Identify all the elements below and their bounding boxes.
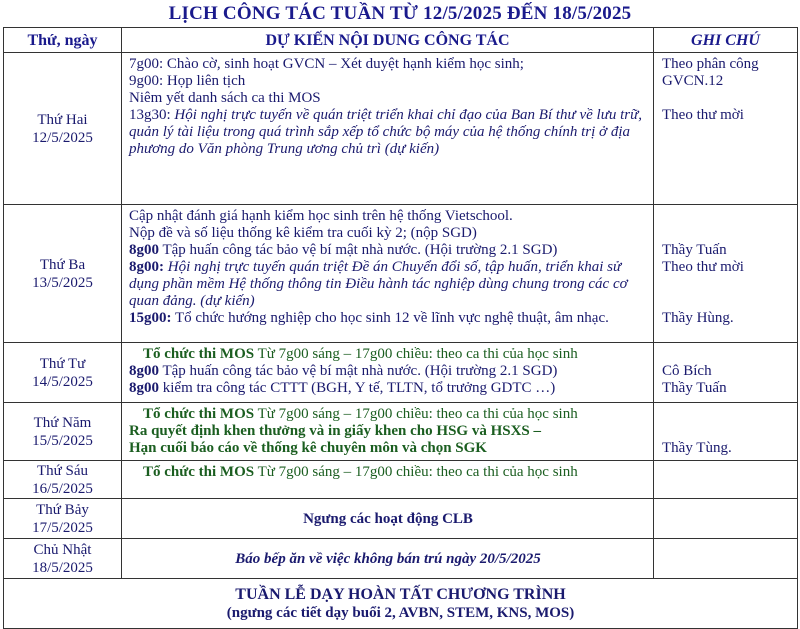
day-date: 15/5/2025 bbox=[32, 432, 93, 449]
day-cell bbox=[4, 461, 122, 499]
notes-cell bbox=[654, 53, 798, 205]
table-row-friday bbox=[4, 461, 798, 499]
content-cell bbox=[122, 343, 654, 403]
table-row-thursday bbox=[4, 403, 798, 461]
item-title: Tổ chức thi MOS bbox=[143, 464, 255, 480]
day-cell bbox=[4, 539, 122, 579]
footer-row bbox=[4, 579, 798, 629]
content-cell bbox=[122, 461, 654, 499]
day-name: Thứ Ba bbox=[39, 256, 86, 273]
day-cell bbox=[4, 499, 122, 539]
table-row-monday bbox=[4, 53, 798, 205]
day-name: Chủ Nhật bbox=[33, 541, 92, 558]
schedule-item: Từ 7g00 sáng – 17g00 chiều: theo ca thi của học sinh bbox=[257, 464, 578, 480]
table-row-wednesday bbox=[4, 343, 798, 403]
schedule-item: 9g00: Họp liên tịch bbox=[129, 73, 246, 89]
item-time: 8g00 bbox=[129, 380, 159, 396]
footer-subtitle: (ngưng các tiết dạy buổi 2, AVBN, STEM, KNS, MOS) bbox=[226, 605, 575, 621]
item-title: Tổ chức thi MOS bbox=[143, 346, 255, 362]
day-date: 13/5/2025 bbox=[32, 274, 93, 291]
notes-cell bbox=[654, 539, 798, 579]
item-time: 13g30: bbox=[129, 107, 171, 123]
day-date: 16/5/2025 bbox=[32, 480, 93, 497]
day-cell bbox=[4, 205, 122, 343]
notes-cell bbox=[654, 343, 798, 403]
notes-cell bbox=[654, 205, 798, 343]
notes-cell bbox=[654, 403, 798, 461]
day-date: 12/5/2025 bbox=[32, 129, 93, 146]
item-time: 15g00: bbox=[129, 310, 172, 326]
content-cell bbox=[122, 53, 654, 205]
schedule-item: Từ 7g00 sáng – 17g00 chiều: theo ca thi của học sinh bbox=[257, 406, 578, 422]
content-cell bbox=[122, 403, 654, 461]
note-text: Theo phân công bbox=[662, 56, 759, 72]
note-text: Theo thư mời bbox=[662, 259, 744, 275]
item-time: 8g00 bbox=[129, 242, 159, 258]
schedule-item: Hội nghị trực tuyến về quán triệt triển khai chỉ đạo của Ban Bí thư về lưu trữ, quản lý tài liệu trong quá trình sắp xếp tổ chức bộ máy của hệ thống chính trị ở địa phương do Văn phòng Trung ương chủ trì (dự kiến) bbox=[129, 107, 643, 157]
footer-title: TUẦN LỄ DẠY HOÀN TẤT CHƯƠNG TRÌNH bbox=[235, 586, 566, 603]
schedule-item: Hạn cuối báo cáo về thống kê chuyên môn và chọn SGK bbox=[129, 440, 487, 456]
day-cell bbox=[4, 343, 122, 403]
day-name: Thứ Năm bbox=[33, 414, 92, 431]
page-title: LỊCH CÔNG TÁC TUẦN TỪ 12/5/2025 ĐẾN 18/5/2025 bbox=[168, 3, 632, 24]
day-name: Thứ Sáu bbox=[36, 462, 89, 479]
day-date: 18/5/2025 bbox=[32, 559, 93, 576]
item-title: Tổ chức thi MOS bbox=[143, 406, 255, 422]
schedule-item: kiểm tra công tác CTTT (BGH, Y tế, TLTN, tổ trưởng GDTC …) bbox=[162, 380, 556, 396]
day-name: Thứ Hai bbox=[37, 111, 88, 128]
note-text: Thầy Tuấn bbox=[662, 380, 727, 396]
day-cell bbox=[4, 403, 122, 461]
schedule-item: Báo bếp ăn về việc không bán trú ngày 20/5/2025 bbox=[235, 550, 541, 567]
day-cell bbox=[4, 53, 122, 205]
footer-cell bbox=[4, 579, 798, 629]
schedule-item: Ngưng các hoạt động CLB bbox=[303, 510, 473, 527]
schedule-table bbox=[3, 27, 798, 629]
item-time: 8g00: bbox=[129, 259, 164, 275]
day-name: Thứ Bảy bbox=[36, 501, 89, 518]
note-text: Cô Bích bbox=[662, 363, 712, 379]
schedule-item: Tổ chức hướng nghiệp cho học sinh 12 về lĩnh vực nghệ thuật, âm nhạc. bbox=[174, 310, 609, 326]
content-cell bbox=[122, 539, 654, 579]
schedule-item: Cập nhật đánh giá hạnh kiểm học sinh trên hệ thống Vietschool. bbox=[129, 208, 513, 224]
day-name: Thứ Tư bbox=[39, 355, 86, 372]
content-cell bbox=[122, 205, 654, 343]
notes-cell bbox=[654, 461, 798, 499]
header-day: Thứ, ngày bbox=[4, 28, 122, 53]
schedule-item: Nộp đề và số liệu thống kê kiểm tra cuối kỳ 2; (nộp SGD) bbox=[129, 225, 477, 241]
day-date: 17/5/2025 bbox=[32, 519, 93, 536]
note-text: Thầy Tùng. bbox=[662, 440, 732, 456]
note-text: Thầy Tuấn bbox=[662, 242, 727, 258]
note-text: GVCN.12 bbox=[662, 73, 724, 89]
notes-cell bbox=[654, 499, 798, 539]
note-text: Thầy Hùng. bbox=[662, 310, 734, 326]
schedule-item: Tập huấn công tác bảo vệ bí mật nhà nước. (Hội trường 2.1 SGD) bbox=[162, 242, 558, 258]
schedule-item: Hội nghị trực tuyến quán triệt Đề án Chuyển đổi số, tập huấn, triển khai sử dụng phần mềm Hệ thống thông tin Điều hành tác nghiệp dùng chung trong các cơ quan đảng. (dự kiến) bbox=[129, 259, 628, 309]
content-cell bbox=[122, 499, 654, 539]
header-content: DỰ KIẾN NỘI DUNG CÔNG TÁC bbox=[122, 28, 654, 53]
schedule-item: Ra quyết định khen thưởng và in giấy khen cho HSG và HSXS – bbox=[129, 423, 542, 439]
schedule-item: Tập huấn công tác bảo vệ bí mật nhà nước. (Hội trường 2.1 SGD) bbox=[162, 363, 558, 379]
schedule-item: Niêm yết danh sách ca thi MOS bbox=[129, 90, 321, 106]
header-row bbox=[4, 28, 798, 53]
header-notes: GHI CHÚ bbox=[654, 28, 798, 53]
table-row-sunday bbox=[4, 539, 798, 579]
day-date: 14/5/2025 bbox=[32, 373, 93, 390]
schedule-item: 7g00: Chào cờ, sinh hoạt GVCN – Xét duyệt hạnh kiểm học sinh; bbox=[129, 56, 524, 72]
item-time: 8g00 bbox=[129, 363, 159, 379]
table-row-tuesday bbox=[4, 205, 798, 343]
schedule-item: Từ 7g00 sáng – 17g00 chiều: theo ca thi của học sinh bbox=[257, 346, 578, 362]
table-row-saturday bbox=[4, 499, 798, 539]
note-text: Theo thư mời bbox=[662, 107, 744, 123]
